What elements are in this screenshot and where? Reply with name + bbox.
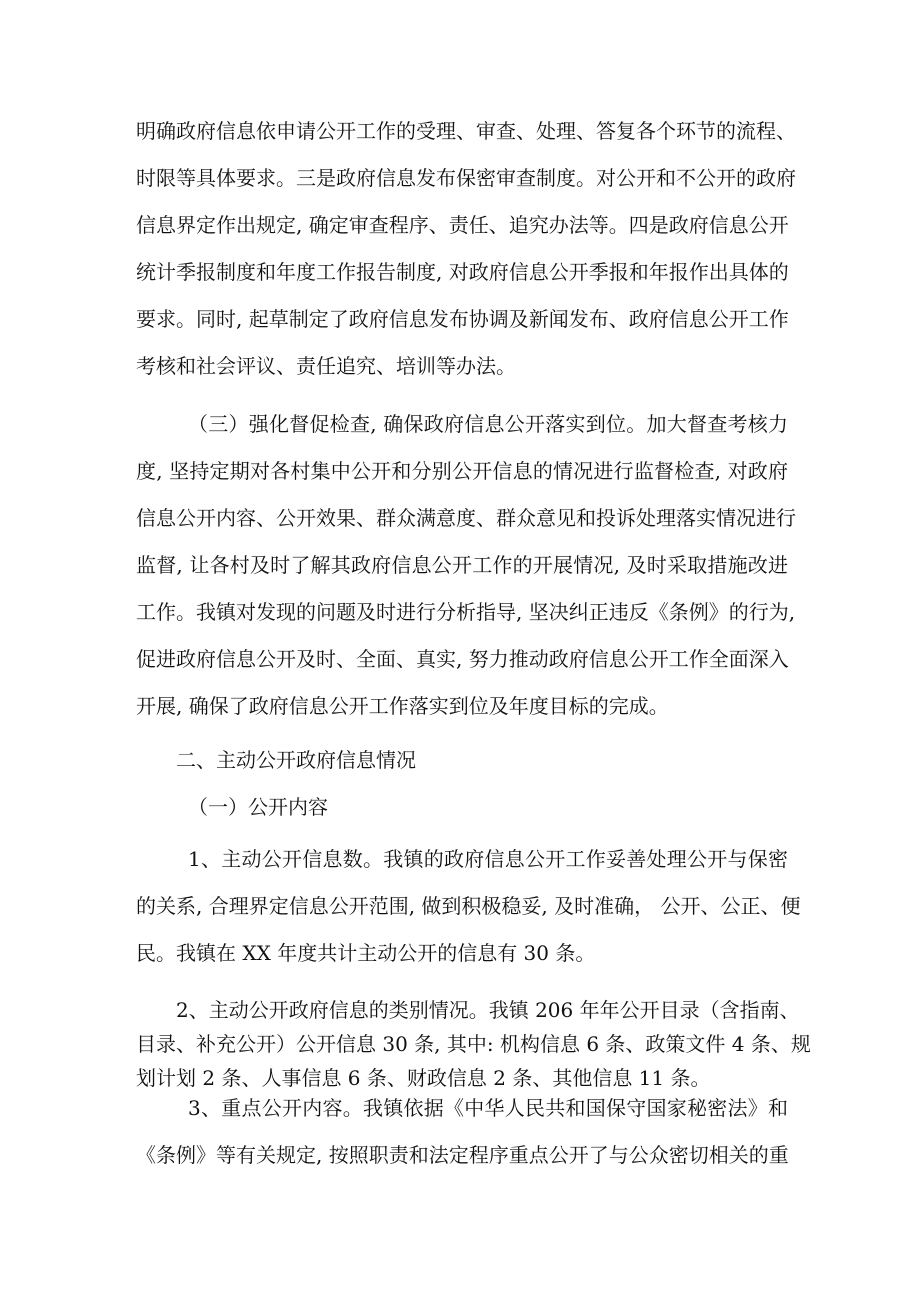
text-line: （三）强化督促检查, 确保政府信息公开落实到位。加大督查考核力: [188, 412, 788, 436]
text-line: 统计季报制度和年度工作报告制度, 对政府信息公开季报和年报作出具体的: [136, 260, 789, 284]
text-line: 的关系, 合理界定信息公开范围, 做到积极稳妥, 及时准确， 公开、公正、便: [136, 894, 801, 918]
text-line: 目录、补充公开）公开信息 30 条, 其中: 机构信息 6 条、政策文件 4 条、规: [136, 1032, 811, 1056]
paragraph-disclosure-categories: [136, 993, 811, 1095]
text-line: 《条例》等有关规定, 按照职责和法定程序重点公开了与公众密切相关的重: [136, 1143, 789, 1167]
text-line: 要求。同时, 起草制定了政府信息发布协调及新闻发布、政府信息公开工作: [136, 307, 789, 331]
text-line: 促进政府信息公开及时、全面、真实, 努力推动政府信息公开工作全面深入: [136, 647, 789, 671]
text-line: 监督, 让各村及时了解其政府信息公开工作的开展情况, 及时采取措施改进: [136, 553, 788, 577]
section-heading: [136, 737, 788, 784]
text-line: 明确政府信息依申请公开工作的受理、审查、处理、答复各个环节的流程、: [136, 119, 796, 143]
text-line: 开展, 确保了政府信息公开工作落实到位及年度目标的完成。: [136, 694, 669, 718]
text-line: 工作。我镇对发现的问题及时进行分析指导, 坚决纠正违反《条例》的行为,: [136, 600, 796, 624]
heading-text: 二、主动公开政府信息情况: [176, 748, 416, 772]
text-line: 民。我镇在 XX 年度共计主动公开的信息有 30 条。: [136, 941, 596, 965]
paragraph-supervision: [136, 401, 796, 730]
text-line: 3、重点公开内容。我镇依据《中华人民共和国保守国家秘密法》和: [188, 1096, 788, 1120]
text-line: 度, 坚持定期对各村集中公开和分别公开信息的情况进行监督检查, 对政府: [136, 459, 788, 483]
paragraph-active-disclosure-count: [136, 836, 801, 977]
paragraph-key-disclosure: [136, 1085, 788, 1179]
subsection-heading: [136, 784, 788, 831]
heading-text: （一）公开内容: [188, 795, 328, 819]
text-line: 2、主动公开政府信息的类别情况。我镇 206 年年公开目录（含指南、: [176, 998, 800, 1022]
paragraph-regulations: [136, 108, 796, 390]
text-line: 1、主动公开信息数。我镇的政府信息公开工作妥善处理公开与保密: [188, 847, 788, 871]
text-line: 信息界定作出规定, 确定审查程序、责任、追究办法等。四是政府信息公开: [136, 213, 789, 237]
text-line: 划计划 2 条、人事信息 6 条、财政信息 2 条、其他信息 11 条。: [136, 1066, 711, 1090]
text-line: 信息公开内容、公开效果、群众满意度、群众意见和投诉处理落实情况进行: [136, 506, 796, 530]
text-line: 时限等具体要求。三是政府信息发布保密审查制度。对公开和不公开的政府: [136, 166, 796, 190]
text-line: 考核和社会评议、责任追究、培训等办法。: [136, 354, 516, 378]
